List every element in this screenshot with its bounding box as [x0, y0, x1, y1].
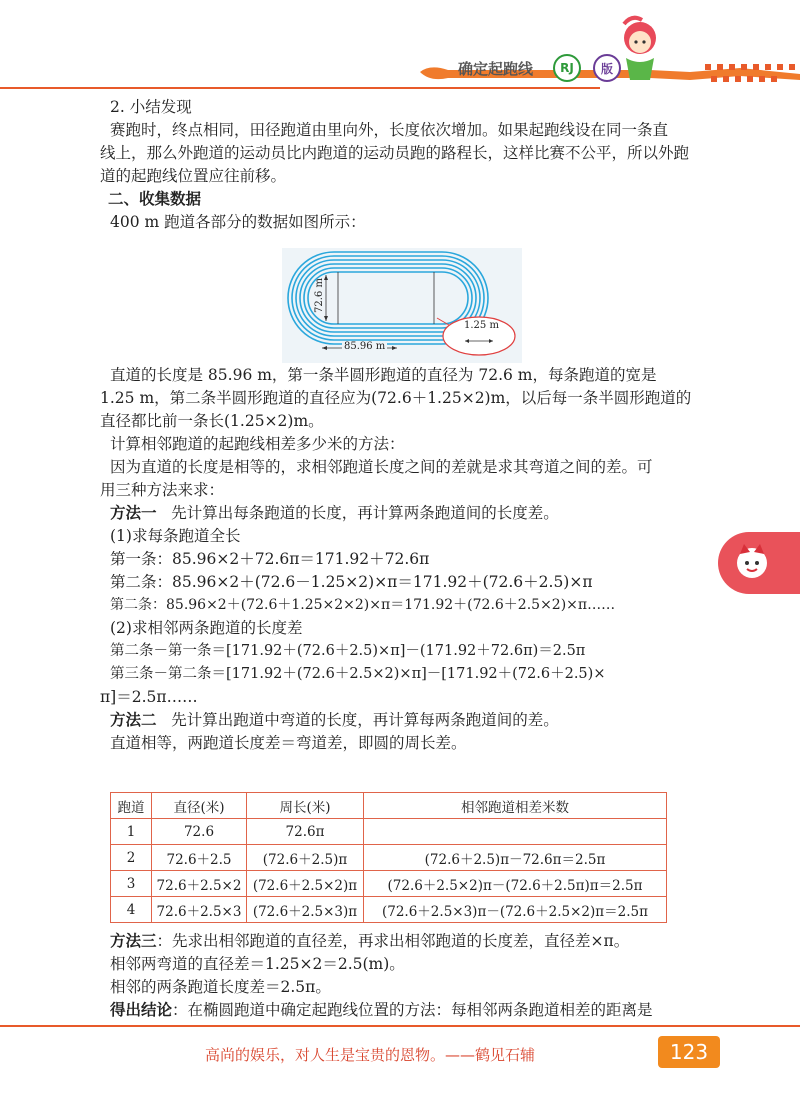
table-row	[111, 897, 667, 923]
table-cell: 3	[111, 871, 152, 897]
table-cell: (72.6＋2.5)π	[247, 845, 364, 871]
method3-line	[110, 930, 730, 953]
lower-content	[100, 364, 730, 755]
table-cell	[364, 819, 667, 845]
table-cell: 72.6	[152, 819, 247, 845]
edition-badge: 版	[593, 54, 621, 82]
table-cell: 72.6π	[247, 819, 364, 845]
paragraph-line: 相邻两弯道的直径差＝1.25×2＝2.5(m)。	[110, 955, 405, 973]
table-cell: 1	[111, 819, 152, 845]
main-content	[100, 96, 730, 234]
formula-line: 第一条：85.96×2＋72.6π＝171.92＋72.6π	[110, 550, 430, 568]
method2-line	[110, 709, 730, 732]
method1-label: 方法一	[110, 504, 157, 522]
footer-divider	[0, 1025, 800, 1027]
paragraph-line: 道的起跑线位置应往前移。	[100, 167, 287, 185]
method1-sub1: (1)求每条跑道全长	[110, 527, 241, 545]
paragraph-line: 赛跑时，终点相同，田径跑道由里向外，长度依次增加。如果起跑线设在同一条直	[110, 121, 669, 139]
table-cell: 2	[111, 845, 152, 871]
header-decoration	[0, 0, 800, 95]
formula-line: 第二条：85.96×2＋(72.6＋1.25×2×2)×π＝171.92＋(72.6＋2.5×2)×π……	[110, 597, 616, 613]
footer-quote: 高尚的娱乐，对人生是宝贵的恩物。——鹤见石辅	[205, 1046, 536, 1064]
method2-label: 方法二	[110, 711, 157, 729]
paragraph-line: 相邻的两条跑道长度差＝2.5π。	[110, 978, 331, 996]
paragraph-line: 计算相邻跑道的起跑线相差多少米的方法：	[110, 435, 405, 453]
paragraph-line: 因为直道的长度是相等的，求相邻跑道长度之间的差就是求其弯道之间的差。可	[110, 458, 653, 476]
method1-sub2: (2)求相邻两条跑道的长度差	[110, 619, 303, 637]
conclusion-text: ：在椭圆跑道中确定起跑线位置的方法：每相邻两条跑道相差的距离是	[172, 1001, 653, 1019]
table-cell: (72.6＋2.5×2)π	[247, 871, 364, 897]
paragraph-line: 1.25 m，第二条半圆形跑道的直径应为(72.6＋1.25×2)m，以后每一条半圆形跑道的	[100, 389, 692, 407]
table-header: 周长(米)	[247, 793, 364, 819]
method3-label: 方法三	[110, 932, 157, 950]
straight-length-label: 85.96 m	[344, 341, 386, 352]
diameter-label: 72.6 m	[313, 278, 325, 313]
side-tab	[718, 532, 800, 594]
section-heading: 2. 小结发现	[110, 98, 192, 116]
method1-text: 先计算出每条跑道的长度，再计算两条跑道间的长度差。	[171, 504, 559, 522]
table-header-row	[111, 793, 667, 819]
table-row	[111, 871, 667, 897]
table-cell: (72.6＋2.5×2)π－(72.6＋2.5π)π＝2.5π	[364, 871, 667, 897]
collect-intro: 400 m 跑道各部分的数据如图所示：	[110, 213, 366, 231]
conclusion-label: 得出结论	[110, 1001, 173, 1019]
table-cell: (72.6＋2.5×3)π	[247, 897, 364, 923]
paragraph-line: 线上，那么外跑道的运动员比内跑道的运动员跑的路程长，这样比赛不公平，所以外跑	[100, 144, 690, 162]
table-cell: (72.6＋2.5×3)π－(72.6＋2.5×2)π＝2.5π	[364, 897, 667, 923]
bottom-content	[110, 930, 730, 1022]
paragraph-line: 直径都比前一条长(1.25×2)m。	[100, 412, 324, 430]
formula-line: π]＝2.5π……	[100, 688, 198, 706]
track-figure	[282, 248, 522, 363]
lane-table	[110, 792, 667, 923]
method3-text: ：先求出相邻跑道的直径差，再求出相邻跑道的长度差，直径差×π。	[156, 932, 630, 950]
page-header	[0, 0, 800, 95]
formula-line: 第二条－第一条＝[171.92＋(72.6＋2.5)×π]－(171.92＋72.6π)＝2.5π	[110, 643, 586, 659]
cartoon-face-icon	[718, 532, 800, 594]
method2-text: 先计算出跑道中弯道的长度，再计算每两条跑道间的差。	[171, 711, 559, 729]
table-cell: 72.6＋2.5	[152, 845, 247, 871]
method2-detail: 直道相等，两跑道长度差＝弯道差，即圆的周长差。	[110, 734, 467, 752]
formula-line: 第三条－第二条＝[171.92＋(72.6＋2.5×2)×π]－[171.92＋(72.6＋2.5)×	[110, 666, 606, 682]
table-cell: 4	[111, 897, 152, 923]
rj-badge: RJ	[553, 54, 581, 82]
lane-width-label: 1.25 m	[464, 320, 499, 331]
method1-line	[110, 502, 730, 525]
table-header: 相邻跑道相差米数	[364, 793, 667, 819]
conclusion-line	[110, 999, 730, 1022]
formula-line: 第二条：85.96×2＋(72.6－1.25×2)×π＝171.92＋(72.6＋2.5)×π	[110, 573, 593, 591]
cartoon-girl-icon	[624, 18, 656, 80]
table-cell: 72.6＋2.5×2	[152, 871, 247, 897]
paragraph-line: 用三种方法来求：	[100, 481, 225, 499]
table-cell: (72.6＋2.5)π－72.6π＝2.5π	[364, 845, 667, 871]
table-cell: 72.6＋2.5×3	[152, 897, 247, 923]
header-title: 确定起跑线	[458, 60, 534, 78]
table-row	[111, 819, 667, 845]
page-number: 123	[658, 1036, 720, 1068]
table-header: 直径(米)	[152, 793, 247, 819]
table-header: 跑道	[111, 793, 152, 819]
paragraph-line: 直道的长度是 85.96 m，第一条半圆形跑道的直径为 72.6 m，每条跑道的宽是	[110, 366, 657, 384]
table-row	[111, 845, 667, 871]
collect-heading: 二、收集数据	[108, 190, 202, 208]
